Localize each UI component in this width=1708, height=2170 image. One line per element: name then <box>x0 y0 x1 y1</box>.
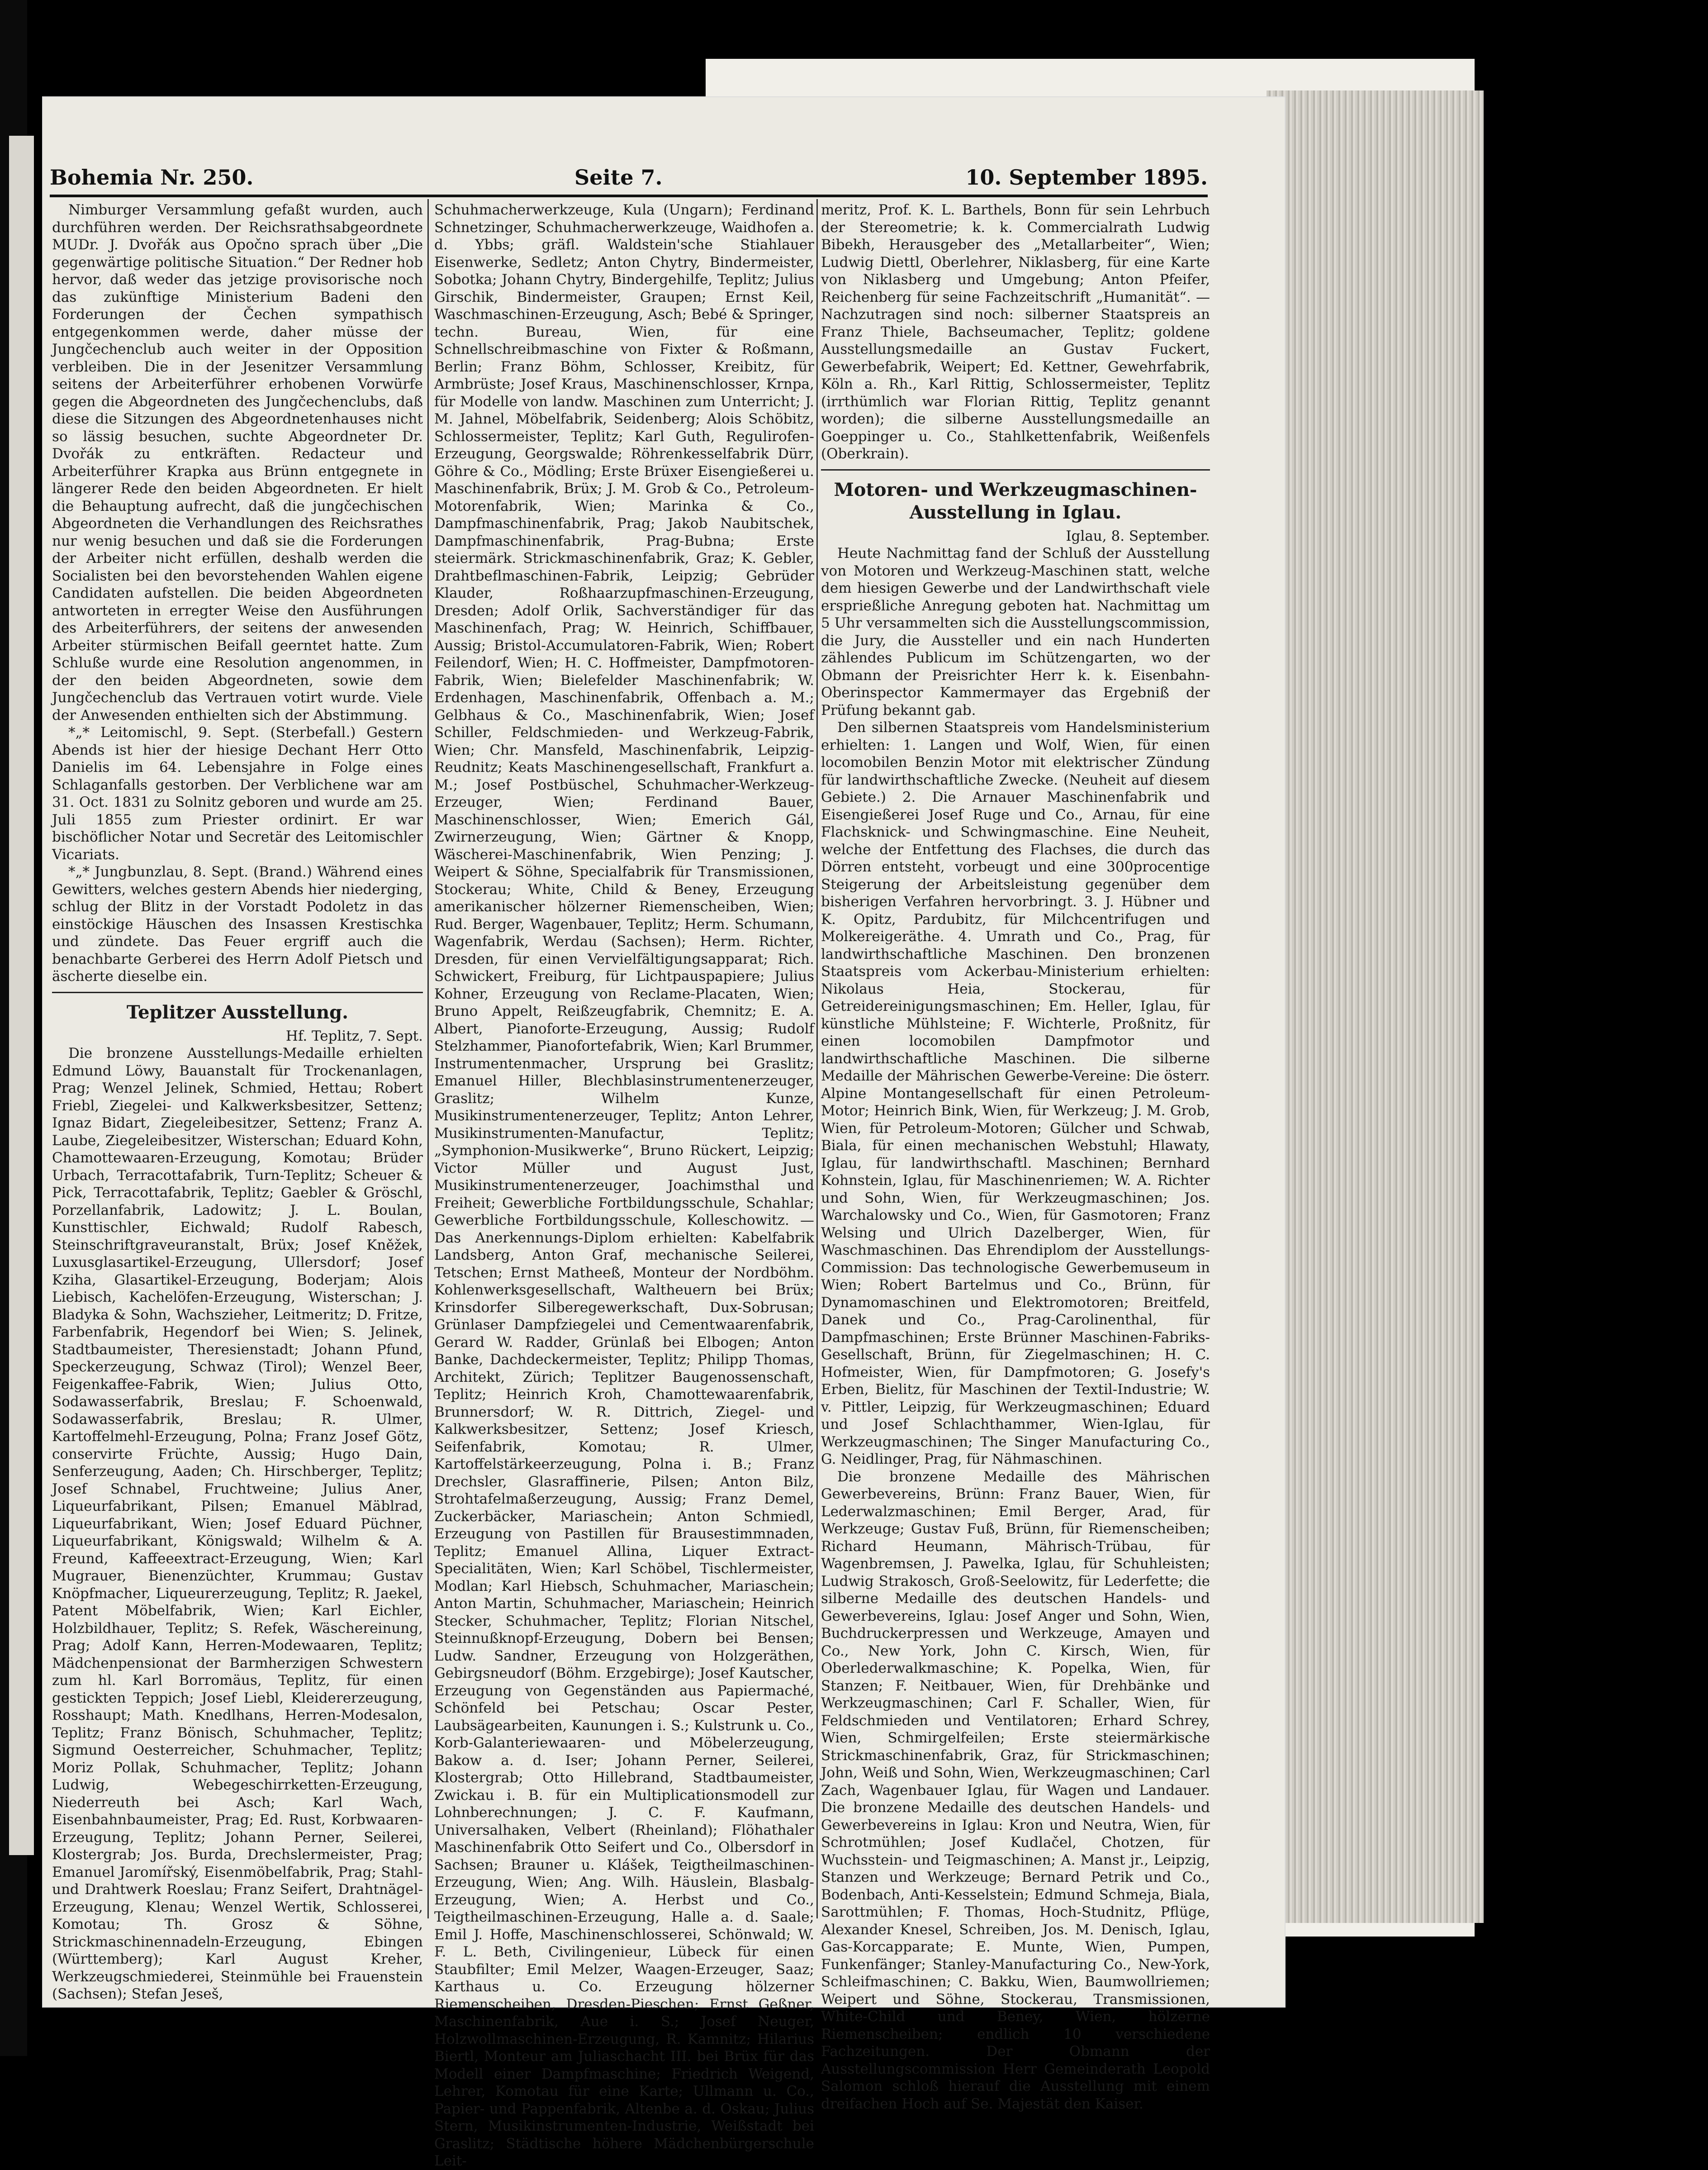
dateline: Iglau, 8. September. <box>1066 528 1210 544</box>
previous-page-edge <box>9 136 34 1855</box>
section-heading: Teplitzer Ausstellung. <box>126 1001 349 1023</box>
dateline: Hf. Teplitz, 7. Sept. <box>285 1028 423 1044</box>
section-heading: Ausstellung in Iglau. <box>909 501 1122 523</box>
article-paragraph: Den silbernen Staatspreis vom Handelsministerium erhielten: 1. Langen und Wolf, Wien, für einen locomobilen Benzin Motor mit elektrischer Zündung für landwirthschaftliche Zwecke. (Neuheit auf diesem Gebiete.) 2. Die Arnauer Maschinenfabrik und Eisengießerei Josef Ruge und Co., Arnau, für eine Flachsknick- und Schwingmaschine. Eine Neuheit, welche der Entfettung des Flachses, die durch das Dörren entsteht, vorbeugt und eine 300procentige Steigerung der Arbeitsleistung gegenüber dem bisherigen Verfahren hervorbringt. 3. J. Hübner und K. Opitz, Pardubitz, für Milchcentrifugen und Molkereigeräthe. 4. Umrath und Co., Prag, für landwirthschaftliche Maschinen. Den bronzenen Staatspreis vom Ackerbau-Ministerium erhielten: Nikolaus Heia, Stockerau, für Getreidereinigungsmaschinen; Em. Heller, Iglau, für künstliche Mühlsteine; F. Wichterle, Proßnitz, für einen locomobilen Dampfmotor und landwirthschaftliche Maschinen. Die silberne Medaille der Mährischen Gewerbe-Vereine: Die österr. Alpine Montangesellschaft für einen Petroleum-Motor; Heinrich Bink, Wien, für Werkzeug; J. M. Grob, Wien, für Petroleum-Motoren; Gülcher und Schwab, Biala, für einen mechanischen Webstuhl; Hlawaty, Iglau, für landwirthschaftl. Maschinen; Bernhard Kohnstein, Iglau, für Maschinenriemen; W. A. Richter und Sohn, Wien, für Werkzeugmaschinen; Jos. Warchalowsky und Co., Wien, für Gasmotoren; Franz Welsing und Ulrich Dazelberger, Wien, für Waschmaschinen. Das Ehrendiplom der Ausstellungs-Commission: Das technologische Gewerbemuseum in Wien; Robert Bartelmus und Co., Brünn, für Dynamomaschinen und Elektromotoren; Breitfeld, Danek und Co., Prag-Carolinenthal, für Dampfmaschinen; Erste Brünner Maschinen-Fabriks-Gesellschaft, Brünn, für Ziegelmaschinen; H. C. Hofmeister, Wien, für Dampfmotoren; G. Josefy's Erben, Bielitz, für Maschinen der Textil-Industrie; W. v. Pittler, Leipzig, für Werkzeugmaschinen; Eduard und Josef Schlachthammer, Wien-Iglau, für Werkzeugmaschinen; The Singer Manufacturing Co., G. Neidlinger, Prag, für Nähmaschinen. <box>821 719 1210 1467</box>
article-paragraph: Heute Nachmittag fand der Schluß der Ausstellung von Motoren und Werkzeug-Maschinen statt, welche dem hiesigen Gewerbe und der Landwirthschaft viele ersprießliche Anregung geboten hat. Nachmittag um 5 Uhr versammelten sich die Ausstellungscommission, die Jury, die Aussteller und ein nach Hunderten zählendes Publicum im Schützengarten, wo der Obmann der Preisrichter Herr k. k. Eisenbahn-Oberinspector Kammermayer das Ergebniß der Prüfung bekannt gab. <box>821 545 1210 719</box>
article-paragraph: Die bronzene Medaille des Mährischen Gewerbevereins, Brünn: Franz Bauer, Wien, für Lederwalzmaschinen; Emil Berger, Arad, für Werkzeuge; Gustav Fuß, Brünn, für Riemenscheiben; Richard Heumann, Mährisch-Trübau, für Wagenbremsen, J. Pawelka, Iglau, für Schuhleisten; Ludwig Strakosch, Groß-Seelowitz, für Lederfette; die silberne Medaille des deutschen Handels- und Gewerbevereins, Iglau: Josef Anger und Sohn, Wien, Buchdruckerpressen und Werkzeuge, Amayen und Co., New York, John C. Kirsch, Wien, für Oberlederwalkmaschine; K. Popelka, Wien, für Stanzen; F. Neitbauer, Wien, für Drehbänke und Werkzeugmaschinen; Carl F. Schaller, Wien, für Feldschmieden und Ventilatoren; Erhard Schrey, Wien, Schmirgelfeilen; Erste steiermärkische Strickmaschinenfabrik, Graz, für Strickmaschinen; John, Weiß und Sohn, Wien, Werkzeugmaschinen; Carl Zach, Wagenbauer Iglau, für Wagen und Landauer. Die bronzene Medaille des deutschen Handels- und Gewerbevereins in Iglau: Kron und Neutra, Wien, für Schrotmühlen; Josef Kudlačel, Chotzen, für Wuchsstein- und Teigmaschinen; A. Manst jr., Leipzig, Stanzen und Werkzeuge; Bernard Petrik und Co., Bodenbach, Anti-Kesselstein; Edmund Schmeja, Biala, Sarottmühlen; F. Thomas, Hoch-Studnitz, Pflüge, Alexander Knesel, Schreiben, Jos. M. Denisch, Iglau, Gas-Korcapparate; E. Munte, Wien, Pumpen, Funkenfänger; Stanley-Manufacturing Co., New-York, Schleifmaschinen; C. Bakku, Wien, Baumwollriemen; Weipert und Söhne, Stockerau, Transmissionen, White-Child und Beney, Wien, hölzerne Riemenscheiben; endlich 10 verschiedene Fachzeitungen. Der Obmann der Ausstellungscommission Herr Gemeinderath Leopold Salomon schloß hierauf die Ausstellung mit einem dreifachen Hoch auf Se. Majestät den Kaiser. <box>821 1468 1210 2112</box>
column-1 <box>52 201 423 2002</box>
article-paragraph: meritz, Prof. K. L. Barthels, Bonn für sein Lehrbuch der Stereometrie; k. k. Commercialrath Ludwig Bibekh, Herausgeber des „Metallarbeiter“, Wien; Ludwig Diettl, Oberlehrer, Niklasberg, für eine Karte von Niklasberg und Umgebung; Anton Pfeifer, Reichenberg für seine Fachzeitschrift „Humanität“. — Nachzutragen sind noch: silberner Staatspreis an Franz Thiele, Bachseumacher, Teplitz; goldene Ausstellungsmedaille an Gustav Fuckert, Gewerbefabrik, Weipert; Ed. Kettner, Gewehrfabrik, Köln a. Rh., Karl Rittig, Schlossermeister, Teplitz (irrthümlich war Florian Rittig, Teplitz genannt worden); die silberne Ausstellungsmedaille an Goeppinger u. Co., Stahlkettenfabrik, Weißenfels (Oberkrain). <box>821 202 1210 462</box>
page-header <box>50 165 1208 197</box>
article-paragraph: Die bronzene Ausstellungs-Medaille erhielten Edmund Löwy, Bauanstalt für Trockenanlagen, Prag; Wenzel Jelinek, Schmied, Hettau; Robert Friebl, Ziegelei- und Kalkwerksbesitzer, Settenz; Ignaz Bidart, Ziegeleibesitzer, Settenz; Franz A. Laube, Ziegeleibesitzer, Wisterschan; Eduard Kohn, Chamottewaaren-Erzeugung, Komotau; Brüder Urbach, Terracottafabrik, Turn-Teplitz; Scheuer & Pick, Terracottafabrik, Teplitz; Gaebler & Gröschl, Porzellanfabrik, Ladowitz; J. L. Boulan, Kunsttischler, Eichwald; Rudolf Rabesch, Steinschriftgraveuranstalt, Brüx; Josef Kněžek, Luxusglasartikel-Erzeugung, Ullersdorf; Josef Kziha, Glasartikel-Erzeugung, Boderjam; Alois Liebisch, Kachelöfen-Erzeugung, Wisterschan; J. Bladyka & Sohn, Wachszieher, Leitmeritz; D. Fritze, Farbenfabrik, Hegendorf bei Wien; S. Jelinek, Stadtbaumeister, Theresienstadt; Johann Pfund, Speckerzeugung, Schwaz (Tirol); Wenzel Beer, Feigenkaffee-Fabrik, Wien; Julius Otto, Sodawasserfabrik, Breslau; F. Schoenwald, Sodawasserfabrik, Breslau; R. Ulmer, Kartoffelmehl-Erzeugung, Polna; Franz Josef Götz, conservirte Früchte, Aussig; Hugo Dain, Senferzeugung, Aaden; Ch. Hirschberger, Teplitz; Josef Schnabel, Fruchtweine; Julius Aner, Liqueurfabrikant, Pilsen; Emanuel Mäblrad, Liqueurfabrikant, Wien; Josef Eduard Püchner, Liqueurfabrikant, Königswald; Wilhelm & A. Freund, Kaffeeextract-Erzeugung, Wien; Karl Mugrauer, Bienenzüchter, Krummau; Gustav Knöpfmacher, Liqueurerzeugung, Teplitz; R. Jaekel, Patent Möbelfabrik, Wien; Karl Eichler, Holzbildhauer, Teplitz; S. Refek, Wäschereinung, Prag; Adolf Kann, Herren-Modewaaren, Teplitz; Mädchenpensionat der Barmherzigen Schwestern zum hl. Karl Borromäus, Teplitz, für einen gestickten Teppich; Josef Liebl, Kleidererzeugung, Rosshaupt; Math. Knedlhans, Herren-Modesalon, Teplitz; Franz Bönisch, Schuhmacher, Teplitz; Sigmund Oesterreicher, Schuhmacher, Teplitz; Moriz Pollak, Schuhmacher, Teplitz; Johann Ludwig, Webegeschirrketten-Erzeugung, Niederreuth bei Asch; Karl Wach, Eisenbahnbaumeister, Prag; Ed. Rust, Korbwaaren-Erzeugung, Teplitz; Johann Perner, Seilerei, Klostergrab; Jos. Burda, Drechslermeister, Prag; Emanuel Jaromířský, Eisenmöbelfabrik, Prag; Stahl- und Drahtwerk Roeslau; Franz Seifert, Drahtnägel-Erzeugung, Klenau; Wenzel Wertik, Schlosserei, Komotau; Th. Grosz & Söhne, Strickmaschinennadeln-Erzeugung, Ebingen (Württemberg); Karl August Kreher, Werkzeugschmiederei, Steinmühle bei Frauenstein (Sachsen); Stefan Jeseš, <box>52 1045 423 2002</box>
article-paragraph: Schuhmacherwerkzeuge, Kula (Ungarn); Ferdinand Schnetzinger, Schuhmacherwerkzeuge, Waidhofen a. d. Ybbs; gräfl. Waldstein'sche Stiahlauer Eisenwerke, Sedletz; Anton Chytry, Bindermeister, Sobotka; Johann Chytry, Bindergehilfe, Teplitz; Julius Girschik, Bindermeister, Graupen; Ernst Keil, Waschmaschinen-Erzeugung, Asch; Bebé & Springer, techn. Bureau, Wien, für eine Schnellschreibmaschine von Fixter & Roßmann, Berlin; Franz Böhm, Schlosser, Kreibitz, für Armbrüste; Josef Kraus, Maschinenschlosser, Krnpa, für Modelle von landw. Maschinen zum Unterricht; J. M. Jahnel, Möbelfabrik, Seidenberg; Alois Schöbitz, Schlossermeister, Teplitz; Karl Guth, Regulirofen-Erzeugung, Georgswalde; Röhrenkesselfabrik Dürr, Göhre & Co., Mödling; Erste Brüxer Eisengießerei u. Maschinenfabrik, Brüx; J. M. Grob & Co., Petroleum-Motorenfabrik, Wien; Marinka & Co., Dampfmaschinenfabrik, Prag; Jakob Naubitschek, Dampfmaschinenfabrik, Prag-Bubna; Erste steiermärk. Strickmaschinenfabrik, Graz; K. Gebler, Drahtbeflmaschinen-Fabrik, Leipzig; Gebrüder Klauder, Roßhaarzupfmaschinen-Erzeugung, Dresden; Adolf Orlik, Sachverständiger für das Maschinenfach, Prag; W. Heinrich, Schiffbauer, Aussig; Bristol-Accumulatoren-Fabrik, Wien; Robert Feilendorf, Wien; H. C. Hoffmeister, Dampfmotoren-Fabrik, Wien; Bielefelder Maschinenfabrik; W. Erdenhagen, Maschinenfabrik, Offenbach a. M.; Gelbhaus & Co., Maschinenfabrik, Wien; Josef Schiller, Feldschmieden- und Werkzeug-Fabrik, Wien; Chr. Mansfeld, Maschinenfabrik, Leipzig-Reudnitz; Keats Maschinengesellschaft, Frankfurt a. M.; Josef Postbüschel, Schuhmacher-Werkzeug-Erzeuger, Wien; Ferdinand Bauer, Maschinenschlosser, Wien; Emerich Gál, Zwirnerzeugung, Wien; Gärtner & Knopp, Wäscherei-Maschinenfabrik, Wien Penzing; J. Weipert & Söhne, Specialfabrik für Transmissionen, Stockerau; White, Child & Beney, Erzeugung amerikanischer hölzerner Riemenscheiben, Wien; Rud. Berger, Wagenbauer, Teplitz; Herm. Schumann, Wagenfabrik, Werdau (Sachsen); Herm. Richter, Dresden, für einen Vervielfältigungsapparat; Rich. Schwickert, Freiburg, für Lichtpauspapiere; Julius Kohner, Erzeugung von Reclame-Placaten, Wien; Bruno Appelt, Reißzeugfabrik, Chemnitz; E. A. Albert, Pianoforte-Erzeugung, Aussig; Rudolf Stelzhammer, Pianofortefabrik, Wien; Karl Brummer, Instrumentenmacher, Ursprung bei Graslitz; Emanuel Hiller, Blechblasinstrumentenerzeuger, Graslitz; Wilhelm Kunze, Musikinstrumentenerzeuger, Teplitz; Anton Lehrer, Musikinstrumenten-Manufactur, Teplitz; „Symphonion-Musikwerke“, Bruno Rückert, Leipzig; Victor Müller und August Just, Musikinstrumentenerzeuger, Joachimsthal und Freiheit; Gewerbliche Fortbildungsschule, Schahlar; Gewerbliche Fortbildungsschule, Kolleschowitz. — Das Anerkennungs-Diplom erhielten: Kabelfabrik Landsberg, Anton Graf, mechanische Seilerei, Tetschen; Ernst Matheeß, Monteur der Nordböhm. Kohlenwerksgesellschaft, Waltheuern bei Brüx; Krinsdorfer Silberegewerkschaft, Dux-Sobrusan; Grünlaser Dampfziegelei und Cementwaarenfabrik, Gerard W. Radder, Grünlaß bei Elbogen; Anton Banke, Dachdeckermeister, Teplitz; Philipp Thomas, Architekt, Zürich; Teplitzer Baugenossenschaft, Teplitz; Heinrich Kroh, Chamottewaarenfabrik, Brunnersdorf; W. R. Dittrich, Ziegel- und Kalkwerksbesitzer, Settenz; Josef Kriesch, Seifenfabrik, Komotau; R. Ulmer, Kartoffelstärkeerzeugung, Polna i. B.; Franz Drechsler, Glasraffinerie, Pilsen; Anton Bilz, Strohtafelmaßerzeugung, Aussig; Franz Demel, Zuckerbäcker, Mariaschein; Anton Schmiedl, Erzeugung von Pastillen für Brausestimmnaden, Teplitz; Emanuel Allina, Liquer Extract-Specialitäten, Wien; Karl Schöbel, Tischlermeister, Modlan; Karl Hiebsch, Schuhmacher, Mariaschein; Anton Martin, Schuhmacher, Mariaschein; Heinrich Stecker, Schuhmacher, Teplitz; Florian Nitschel, Steinnußknopf-Erzeugung, Dobern bei Bensen; Ludw. Sandner, Erzeugung von Holzgeräthen, Gebirgsneudorf (Böhm. Erzgebirge); Josef Kautscher, Erzeugung von Gegenständen aus Papiermaché, Schönfeld bei Petschau; Oscar Pester, Laubsägearbeiten, Kaunungen i. S.; Kulstrunk u. Co., Korb-Galanteriewaaren- und Möbelerzeugung, Bakow a. d. Iser; Johann Perner, Seilerei, Klostergrab; Otto Hillebrand, Stadtbaumeister, Zwickau i. B. für ein Multiplicationsmodell zur Lohnberechnungen; J. C. F. Kaufmann, Universalhaken, Velbert (Rheinland); Flöhathaler Maschinenfabrik Otto Seifert und Co., Olbersdorf in Sachsen; Brauner u. Klášek, Teigtheilmaschinen-Erzeugung, Wien; Ang. Wilh. Häuslein, Blasbalg-Erzeugung, Wien; A. Herbst und Co., Teigtheilmaschinen-Erzeugung, Halle a. d. Saale; Emil J. Hoffe, Maschinenschlosserei, Schönwald; W. F. L. Beth, Civilingenieur, Lübeck für einen Staubfilter; Emil Melzer, Waagen-Erzeuger, Saaz; Karthaus u. Co. Erzeugung hölzerner Riemenscheiben, Dresden-Pieschen; Ernst Geßner, Maschinenfabrik, Aue i. S.; Josef Neuger, Holzwollmaschinen-Erzeugung, R. Kamnitz; Hilarius Biertl, Monteur am Juliaschacht III. bei Brüx für das Modell einer Dampfmaschine; Friedrich Weigend, Lehrer, Komotau für eine Karte; Ullmann u. Co., Papier- und Pappenfabrik, Altenbe a. d. Oskau; Julius Stern, Musikinstrumenten-Industrie, Weißstadt bei Graslitz; Städtische höhere Mädchenbürgerschule Leit- <box>434 202 814 2169</box>
header-center: Seite 7. <box>574 165 663 190</box>
section-divider <box>52 992 423 993</box>
section-divider <box>821 469 1210 471</box>
section-heading: Motoren- und Werkzeugmaschinen- <box>834 479 1197 500</box>
header-right: 10. September 1895. <box>965 165 1208 190</box>
book-page-stack <box>1267 90 1484 1923</box>
article-paragraph: *„* Leitomischl, 9. Sept. (Sterbefall.) Gestern Abends ist hier der hiesige Dechant Herr Otto Danielis im 64. Lebensjahre in Folge eines Schlaganfalls gestorben. Der Verblichene war am 31. Oct. 1831 zu Solnitz geboren und wurde am 25. Juli 1855 zum Priester ordinirt. Er war bischöflicher Notar und Secretär des Leitomischler Vicariats. <box>52 724 423 863</box>
header-rule <box>50 195 1208 197</box>
article-paragraph: Nimburger Versammlung gefaßt wurden, auch durchführen werden. Der Reichsrathsabgeordnete MUDr. J. Dvořák aus Opočno sprach über „Die gegenwärtige politische Situation.“ Der Redner hob hervor, daß weder das jetzige provisorische noch das zukünftige Ministerium Badeni den Forderungen der Čechen sympathisch entgegenkommen werde, daher müsse der Jungčechenclub auch weiter in der Opposition verbleiben. Die in der Jesenitzer Versammlung seitens der Arbeiterführer erhobenen Vorwürfe gegen die Abgeordneten des Jungčechenclubs, daß diese die Sitzungen des Abgeordnetenhauses nicht so lässig besuchen, suchte Abgeordneter Dr. Dvořák zu entkräften. Redacteur und Arbeiterführer Krapka aus Brünn entgegnete in längerer Rede den beiden Abgeordneten. Er hielt die Behauptung aufrecht, daß die jungčechischen Abgeordneten die Verhandlungen des Reichsrathes nur wenig besuchen und daß sie die Forderungen der Arbeiter nicht erfüllen, deshalb werden die Socialisten bei den bevorstehenden Wahlen eigene Candidaten aufstellen. Die beiden Abgeordneten antworteten in erregter Weise den Ausführungen des Arbeiterführers, der seitens der anwesenden Arbeiter stürmischen Beifall geerntet hatte. Zum Schluße wurde eine Resolution angenommen, in der den beiden Abgeordneten, sowie dem Jungčechenclub das Vertrauen votirt wurde. Viele der Anwesenden enthielten sich der Abstimmung. <box>52 202 423 723</box>
article-paragraph: *„* Jungbunzlau, 8. Sept. (Brand.) Während eines Gewitters, welches gestern Abends hier niederging, schlug der Blitz in der Vorstadt Podoletz in das einstöckige Häuschen des Insassen Krestischka und zündete. Das Feuer ergriff auch die benachbarte Gerberei des Herrn Adolf Pietsch und äscherte dieselbe ein. <box>52 864 423 985</box>
column-2 <box>434 201 814 2169</box>
column-3 <box>821 201 1210 2112</box>
column-rule-1 <box>427 199 429 1918</box>
header-left: Bohemia Nr. 250. <box>50 165 254 190</box>
column-rule-2 <box>816 199 818 1918</box>
